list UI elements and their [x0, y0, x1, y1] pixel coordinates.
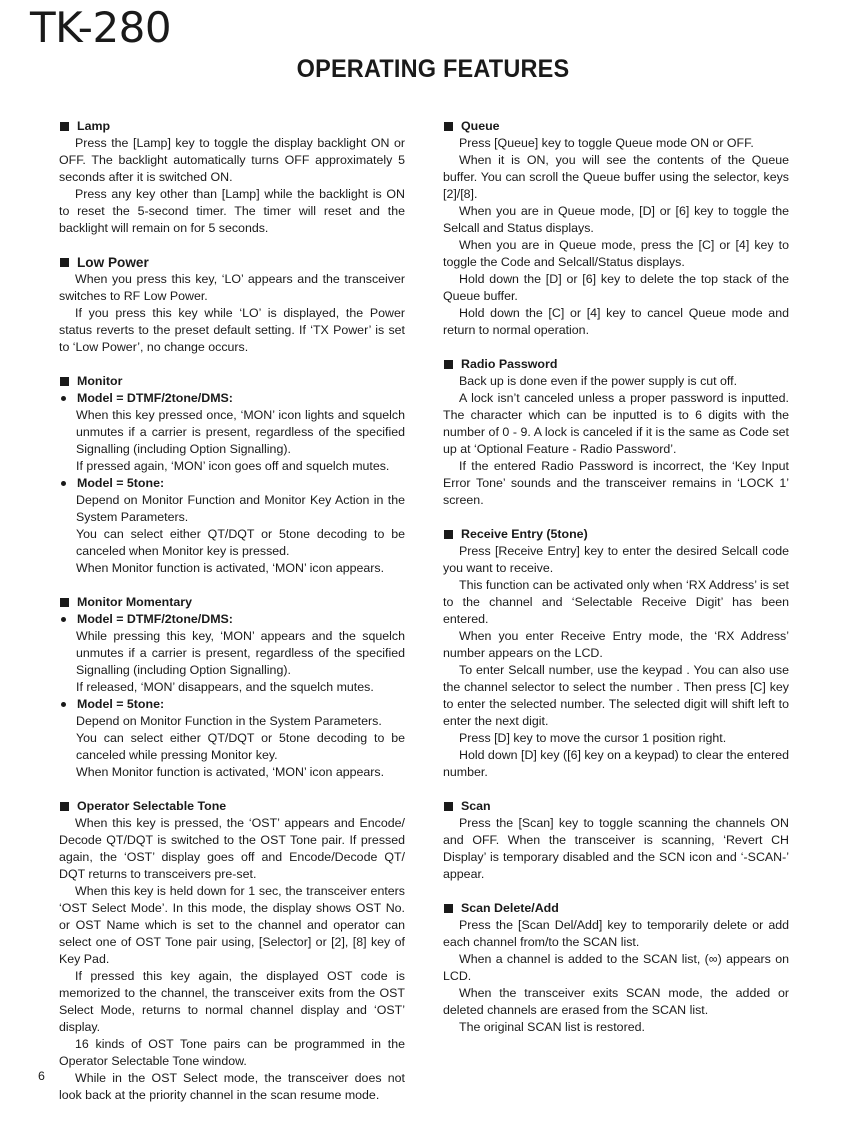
left-column: [59, 118, 405, 1121]
square-bullet-icon: [444, 904, 453, 913]
paragraph: Press the [Scan Del/Add] key to temporarily delete or add each channel from/to the SCAN list.: [443, 918, 789, 949]
paragraph: Press the [Scan] key to toggle scanning the channels ON and OFF. When the transceiver is scanning, ‘Revert CH Display’ is temporary disabled and the SCN icon and ‘-SCAN-’ appear.: [443, 816, 789, 881]
right-column: [443, 118, 789, 1053]
section-monitor: [59, 373, 405, 577]
paragraph: Back up is done even if the power supply is cut off.: [459, 374, 738, 388]
model-line: When this key pressed once, ‘MON’ icon lights and squelch unmutes if a carrier is present, regardless of the specified Signalling (including Option Signalling).: [76, 408, 405, 456]
paragraph: Press the [Lamp] key to toggle the display backlight ON or OFF. The backlight automatically turns OFF approximately 5 seconds after it is switched ON.: [59, 136, 405, 184]
paragraph: If the entered Radio Password is incorrect, the ‘Key Input Error Tone’ sounds and the transceiver remains in ‘LOCK 1’ screen.: [443, 459, 789, 507]
square-bullet-icon: [60, 377, 69, 386]
round-bullet-icon: [61, 396, 66, 401]
model-line: If released, ‘MON’ disappears, and the squelch mutes.: [76, 680, 374, 694]
paragraph: When it is ON, you will see the contents of the Queue buffer. You can scroll the Queue buffer using the selector, keys [2]/[8].: [443, 153, 789, 201]
paragraph: When this key is held down for 1 sec, the transceiver enters ‘OST Select Mode’. In this mode, the display shows OST No. or OST Name which is set to the channel and operator can select one of OST Tone pair using, [Selector] or [2], [8] key of Key Pad.: [59, 884, 405, 966]
square-bullet-icon: [444, 122, 453, 131]
round-bullet-icon: [61, 617, 66, 622]
paragraph: If you press this key while ‘LO’ is displayed, the Power status reverts to the preset default setting. If ‘TX Power’ is set to ‘Low Power’, no change occurs.: [59, 306, 405, 354]
section-title: Monitor Momentary: [59, 594, 405, 611]
model-title: Model = 5tone:: [59, 696, 405, 713]
model-item: [59, 475, 405, 577]
model-line: You can select either QT/DQT or 5tone decoding to be canceled while pressing Monitor key.: [76, 731, 405, 762]
section-title: Scan Delete/Add: [443, 900, 789, 917]
paragraph: When you press this key, ‘LO’ appears and the transceiver switches to RF Low Power.: [59, 272, 405, 303]
section-title: Low Power: [59, 254, 405, 271]
section-title: Monitor: [59, 373, 405, 390]
paragraph: Press [D] key to move the cursor 1 position right.: [459, 731, 727, 745]
section-title: Radio Password: [443, 356, 789, 373]
model-item: [59, 390, 405, 475]
model-line: When Monitor function is activated, ‘MON’ icon appears.: [76, 765, 385, 779]
paragraph: While in the OST Select mode, the transceiver does not look back at the priority channel in the scan resume mode.: [59, 1071, 405, 1102]
round-bullet-icon: [61, 702, 66, 707]
section-title: Lamp: [59, 118, 405, 135]
paragraph: When a channel is added to the SCAN list, (∞) appears on LCD.: [443, 952, 789, 983]
paragraph: When you enter Receive Entry mode, the ‘RX Address’ number appears on the LCD.: [443, 629, 789, 660]
paragraph: When this key is pressed, the ‘OST’ appears and Encode/ Decode QT/DQT is switched to the OST Tone pair. If pressed again, the ‘OST’ display goes off and Encode/Decode QT/ DQT returns to transceivers pre-set.: [59, 816, 405, 881]
paragraph: When you are in Queue mode, press the [C] or [4] key to toggle the Code and Selcall/Status displays.: [443, 238, 789, 269]
model-line: While pressing this key, ‘MON’ appears and the squelch unmutes if a carrier is present, regardless of the specified Signalling (including Option Signalling).: [76, 629, 405, 677]
paragraph: Hold down the [D] or [6] key to delete the top stack of the Queue buffer.: [443, 272, 789, 303]
model-line: Depend on Monitor Function in the System Parameters.: [76, 714, 382, 728]
model-item: [59, 611, 405, 696]
paragraph: 16 kinds of OST Tone pairs can be programmed in the Operator Selectable Tone window.: [59, 1037, 405, 1068]
section-radio-password: [443, 356, 789, 509]
section-title: Scan: [443, 798, 789, 815]
square-bullet-icon: [60, 802, 69, 811]
page-number: 6: [38, 1069, 45, 1083]
section-receive-entry: [443, 526, 789, 781]
square-bullet-icon: [444, 360, 453, 369]
section-scan-delete-add: [443, 900, 789, 1036]
paragraph: Hold down [D] key ([6] key on a keypad) to clear the entered number.: [443, 748, 789, 779]
section-low-power: [59, 254, 405, 356]
square-bullet-icon: [444, 530, 453, 539]
section-monitor-momentary: [59, 594, 405, 781]
page-title: OPERATING FEATURES: [296, 55, 570, 83]
round-bullet-icon: [61, 481, 66, 486]
model-line: When Monitor function is activated, ‘MON’ icon appears.: [76, 561, 385, 575]
paragraph: Press [Queue] key to toggle Queue mode ON or OFF.: [459, 136, 754, 150]
paragraph: When the transceiver exits SCAN mode, the added or deleted channels are erased from the SCAN list.: [443, 986, 789, 1017]
section-scan: [443, 798, 789, 883]
model-line: If pressed again, ‘MON’ icon goes off and squelch mutes.: [76, 459, 390, 473]
section-title: Operator Selectable Tone: [59, 798, 405, 815]
paragraph: To enter Selcall number, use the keypad . You can also use the channel selector to select the number . Then press [C] key to enter the selected number. The selected digit will shift left to enter the next digit.: [443, 663, 789, 728]
section-lamp: [59, 118, 405, 237]
model-line: Depend on Monitor Function and Monitor Key Action in the System Parameters.: [76, 493, 405, 524]
square-bullet-icon: [60, 122, 69, 131]
paragraph: If pressed this key again, the displayed OST code is memorized to the channel, the transceiver exits from the OST Select Mode, returns to normal channel display and ‘OST’ display.: [59, 969, 405, 1034]
model-line: You can select either QT/DQT or 5tone decoding to be canceled when Monitor key is pressed.: [76, 527, 405, 558]
model-item: [59, 696, 405, 781]
section-title: Receive Entry (5tone): [443, 526, 789, 543]
square-bullet-icon: [444, 802, 453, 811]
section-queue: [443, 118, 789, 339]
paragraph: Press any key other than [Lamp] while the backlight is ON to reset the 5-second timer. The timer will reset and the backlight will remain on for 5 seconds.: [59, 187, 405, 235]
paragraph: Press [Receive Entry] key to enter the desired Selcall code you want to receive.: [443, 544, 789, 575]
paragraph: Hold down the [C] or [4] key to cancel Queue mode and return to normal operation.: [443, 306, 789, 337]
section-title: Queue: [443, 118, 789, 135]
square-bullet-icon: [60, 598, 69, 607]
paragraph: This function can be activated only when ‘RX Address’ is set to the channel and ‘Selectable Receive Digit’ has been entered.: [443, 578, 789, 626]
model-header: TK-280: [30, 3, 172, 52]
model-title: Model = DTMF/2tone/DMS:: [59, 611, 405, 628]
model-title: Model = 5tone:: [59, 475, 405, 492]
square-bullet-icon: [60, 258, 69, 267]
section-operator-selectable-tone: [59, 798, 405, 1104]
paragraph: A lock isn’t canceled unless a proper password is inputted. The character which can be inputted is to 6 digits with the number of 0 - 9. A lock is canceled if it is the same as Code set up at ‘Optional Feature - Radio Password’.: [443, 391, 789, 456]
paragraph: When you are in Queue mode, [D] or [6] key to toggle the Selcall and Status displays.: [443, 204, 789, 235]
model-title: Model = DTMF/2tone/DMS:: [59, 390, 405, 407]
paragraph: The original SCAN list is restored.: [459, 1020, 645, 1034]
